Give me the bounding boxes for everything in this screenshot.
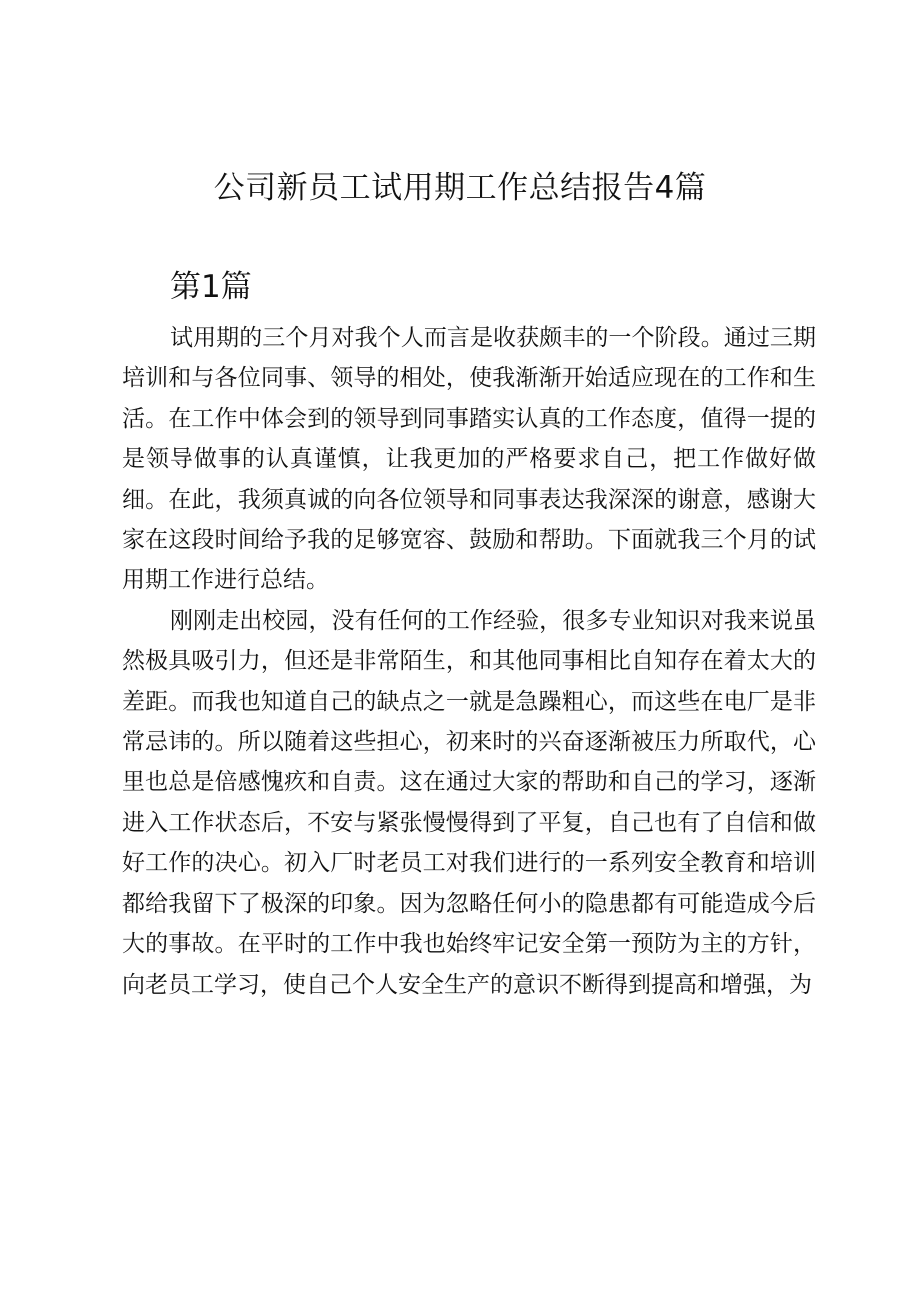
document-title: 公司新员工试用期工作总结报告4篇 — [213, 170, 707, 206]
section-heading: 第1篇 — [170, 269, 252, 305]
document-body — [122, 318, 816, 1005]
paragraph: 刚刚走出校园，没有任何的工作经验，很多专业知识对我来说虽然极具吸引力，但还是非常陌生，和其他同事相比自知存在着太大的差距。而我也知道自己的缺点之一就是急躁粗心，而这些在电厂是非常忌讳的。所以随着这些担心，初来时的兴奋逐渐被压力所取代，心里也总是倍感愧疚和自责。这在通过大家的帮助和自己的学习，逐渐进入工作状态后，不安与紧张慢慢得到了平复，自己也有了自信和做好工作的决心。初入厂时老员工对我们进行的一系列安全教育和培训都给我留下了极深的印象。因为忽略任何小的隐患都有可能造成今后大的事故。在平时的工作中我也始终牢记安全第一预防为主的方针，向老员工学习，使自己个人安全生产的意识不断得到提高和增强，为 — [122, 607, 816, 998]
paragraph: 试用期的三个月对我个人而言是收获颇丰的一个阶段。通过三期培训和与各位同事、领导的相处，使我渐渐开始适应现在的工作和生活。在工作中体会到的领导到同事踏实认真的工作态度，值得一提的是领导做事的认真谨慎，让我更加的严格要求自己，把工作做好做细。在此，我须真诚的向各位领导和同事表达我深深的谢意，感谢大家在这段时间给予我的足够宽容、鼓励和帮助。下面就我三个月的试用期工作进行总结。 — [122, 325, 816, 594]
